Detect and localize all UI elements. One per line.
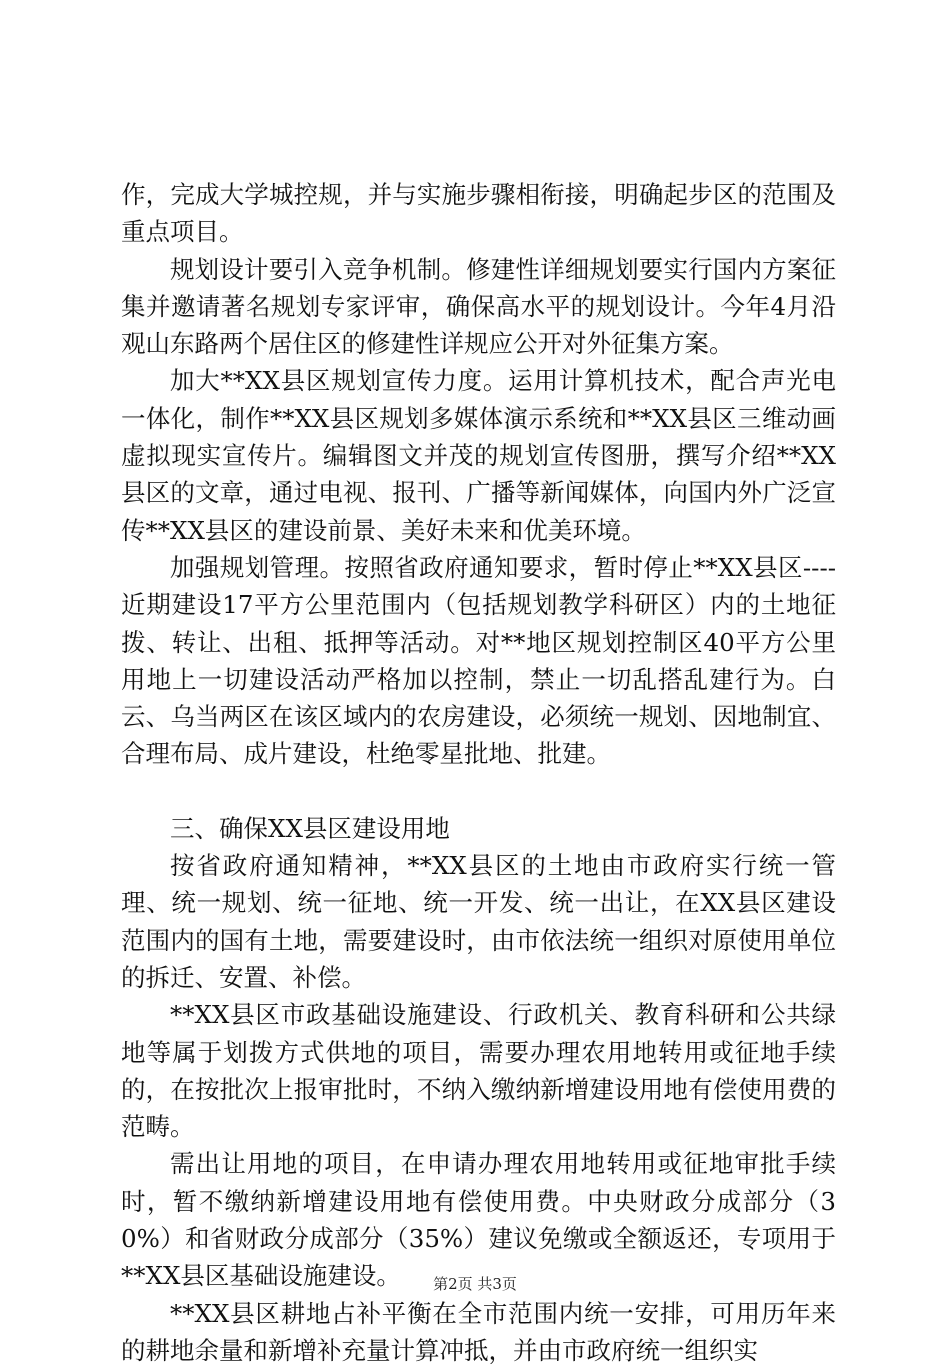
paragraph-farmland-balance: **XX县区耕地占补平衡在全市范围内统一安排，可用历年来的耕地余量和新增补充量计算冲抵，并由市政府统一组织实 <box>121 1298 836 1365</box>
paragraph-gap <box>121 773 836 810</box>
paragraph-planning-publicity: 加大**XX县区规划宣传力度。运用计算机技术，配合声光电一体化，制作**XX县区规划多媒体演示系统和**XX县区三维动画虚拟现实宣传片。编辑图文并茂的规划宣传图册，撰写介绍**XX县区的文章，通过电视、报刊、广播等新闻媒体，向国内外广泛宣传**XX县区的建设前景、美好未来和优美环境。 <box>121 366 836 545</box>
paragraph-planning-competition: 规划设计要引入竞争机制。修建性详细规划要实行国内方案征集并邀请著名规划专家评审，确保高水平的规划设计。今年4月沿观山东路两个居住区的修建性详规应公开对外征集方案。 <box>121 254 836 359</box>
paragraph-allocated-land: **XX县区市政基础设施建设、行政机关、教育科研和公共绿地等属于划拨方式供地的项目，需要办理农用地转用或征地手续的，在按批次上报审批时，不纳入缴纳新增建设用地有偿使用费的范畴。 <box>121 1000 836 1142</box>
paragraph-transferred-land: 需出让用地的项目，在申请办理农用地转用或征地审批手续时，暂不缴纳新增建设用地有偿使用费。中央财政分成部分（30%）和省财政分成部分（35%）建议免缴或全额返还，专项用于**XX县区基础设施建设。 <box>121 1149 836 1291</box>
paragraph-planning-management: 加强规划管理。按照省政府通知要求，暂时停止**XX县区----近期建设17平方公里范围内（包括规划教学科研区）内的土地征拨、转让、出租、抵押等活动。对**地区规划控制区40平方公里用地上一切建设活动严格加以控制，禁止一切乱搭乱建行为。白云、乌当两区在该区域内的农房建设，必须统一规划、因地制宜、合理布局、成片建设，杜绝零星批地、批建。 <box>121 552 836 769</box>
document-body <box>121 176 836 1369</box>
paragraph-continued: 作，完成大学城控规，并与实施步骤相衔接，明确起步区的范围及重点项目。 <box>121 180 836 247</box>
section-heading: 三、确保XX县区建设用地 <box>170 813 450 843</box>
paragraph-land-management: 按省政府通知精神，**XX县区的土地由市政府实行统一管理、统一规划、统一征地、统一开发、统一出让，在XX县区建设范围内的国有土地，需要建设时，由市依法统一组织对原使用单位的拆迁、安置、补偿。 <box>121 851 836 992</box>
page-number-footer: 第2页 共3页 <box>433 1275 517 1293</box>
